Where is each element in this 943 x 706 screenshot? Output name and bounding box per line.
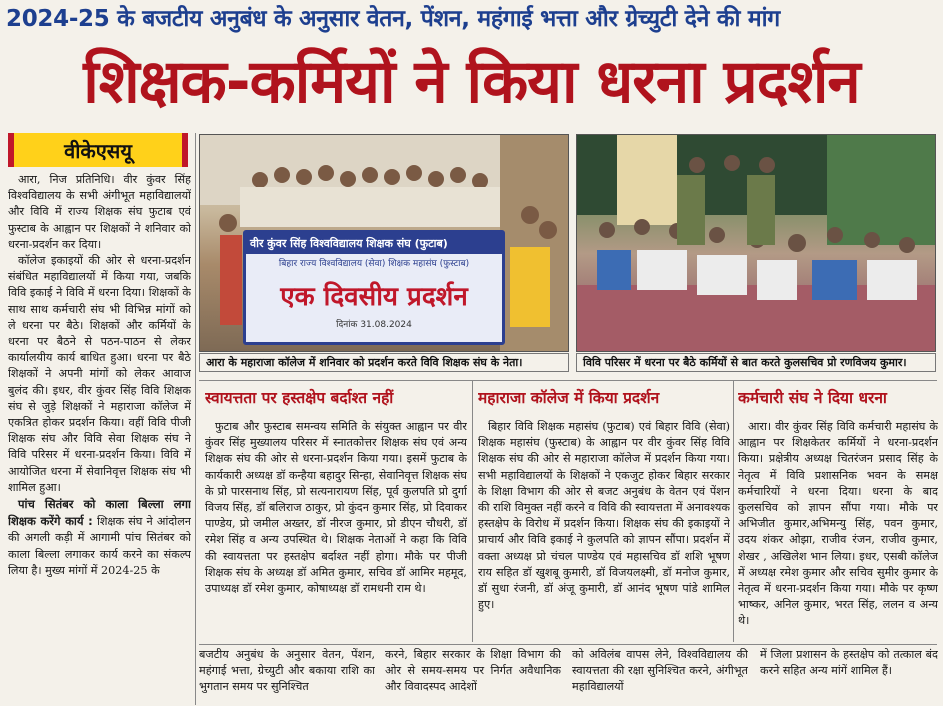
kicker-headline: 2024-25 के बजटीय अनुबंध के अनुसार वेतन, पेंशन, महंगाई भत्ता और ग्रेच्युटी देने की मांग bbox=[6, 6, 780, 32]
lead-paragraph-1: आरा, निज प्रतिनिधि। वीर कुंवर सिंह विश्वविद्यालय के सभी अंगीभूत महाविद्यालयों और विवि में राज्य शिक्षक संघ फुटाब एवं फुस्टाब के आह्वान पर शिक्षकों ने शनिवार को धरना-प्रदर्शन कर दिया। bbox=[8, 173, 191, 251]
article-autonomy bbox=[205, 419, 467, 644]
section-tag-label: वीकेएसयू bbox=[64, 138, 132, 163]
banner-line-1: वीर कुंवर सिंह विश्वविद्यालय शिक्षक संघ (फुटाब) bbox=[246, 233, 502, 254]
banner-date: दिनांक 31.08.2024 bbox=[336, 320, 412, 330]
article-maharaja-college-text: बिहार विवि शिक्षक महासंघ (फुटाब) एवं बिहार विवि (सेवा) शिक्षक महासंघ (फुस्टाब) के आह्वान पर वीर कुंवर सिंह विवि शिक्षक संघ की ओर से महाराजा कॉलेज में प्रदर्शन किया गया। सभी महाविद्यालयों के शिक्षकों ने एकजुट होकर बिहार सरकार के शिक्षा विभाग की ओर से बजट अनुबंध के वेतन एवं पेंशन की राशि विमुक्त नहीं करने व विवि की स्वायत्तता में अनावश्यक हस्तक्षेप के विरोध में प्रदर्शन किया। शिक्षक संघ की इकाइयों ने प्राचार्य और विवि इकाई ने कुलपति को ज्ञापन सौंपा। प्रदर्शन में वक्ता अध्यक्ष प्रो चंचल पाण्डेय एवं महासचिव डॉ शशि भूषण राय सहित डॉ खुशबू कुमारी, डॉ विजयलक्ष्मी, डॉ मनोज कुमार, डॉ सुधा रंजनी, डॉ अंजू कुमारी, डॉ आनंद भूषण पांडे शामिल हुए। bbox=[478, 420, 730, 612]
continuation-col-2: करने, बिहार सरकार के शिक्षा विभाग की ओर से समय-समय पर निर्गत अवैधानिक और विवादस्पद आदेशों bbox=[385, 648, 561, 694]
section-tag bbox=[8, 133, 188, 167]
continuation-col-1: बजटीय अनुबंध के अनुसार वेतन, पेंशन, महंगाई भत्ता, ग्रेच्युटी और बकाया राशि का भुगतान समय पर सुनिश्चित bbox=[199, 648, 375, 694]
banner-line-2: बिहार राज्य विश्वविद्यालय (सेवा) शिक्षक महासंघ (फुस्टाब) bbox=[278, 259, 470, 269]
section-divider bbox=[199, 644, 937, 645]
lead-paragraph-3: शिक्षक संघ ने आंदोलन की अगली कड़ी में आगामी पांच सितंबर को काला बिल्ला लगाकर कार्य करने का संकल्प लिया है। मुख्य मांगों में 2024-25 के bbox=[8, 515, 191, 577]
column-divider bbox=[733, 380, 734, 642]
lead-subheading bbox=[8, 496, 191, 579]
column-divider bbox=[195, 133, 196, 705]
photo-teachers-protest bbox=[199, 134, 569, 352]
column-divider bbox=[472, 380, 473, 642]
subhead-autonomy: स्वायत्तता पर हस्तक्षेप बर्दाश्त नहीं bbox=[205, 389, 394, 407]
photo-caption-2: विवि परिसर में धरना पर बैठे कर्मियों से बात करते कुलसचिव प्रो रणविजय कुमार। bbox=[576, 353, 936, 372]
sit-in-illustration bbox=[577, 135, 936, 352]
article-maharaja-college bbox=[478, 419, 730, 644]
photo-staff-sit-in bbox=[576, 134, 936, 352]
article-autonomy-text: फुटाब और फुस्टाब समन्वय समिति के संयुक्त आह्वान पर वीर कुंवर सिंह मुख्यालय परिसर में स्नातकोत्तर शिक्षक संघ एवं अन्य शिक्षक संघ की ओर से धरना-प्रदर्शन किया गया। इसमें फुटाब के कार्यकारी अध्यक्ष डॉ कन्हैया बहादुर सिन्हा, सेवानिवृत्त शिक्षक संघ के प्रो पारसनाथ सिंह, प्रो सत्यनारायण सिंह, पूर्व कुलपति प्रो दुर्गा विजय सिंह, डॉ बलिराज ठाकुर, प्रो कुंदन कुमार सिंह, प्रो दिवाकर पाण्डेय, प्रो जमील अख्तर, डॉ नीरज कुमार, प्रो डीएन चौधरी, डॉ रमेश सिंह व अन्य उपस्थित थे। शिक्षक नेताओं ने कहा कि विवि की स्वायत्तता पर हस्तक्षेप बर्दाश्त नहीं होगा। मौके पर पीजी शिक्षक संघ के अध्यक्ष डॉ अमित कुमार, सचिव डॉ आमिर महमूद, उपाध्यक्ष डॉ रमेश कुमार, कोषाध्यक्ष डॉ रामधनी राम थे। bbox=[205, 420, 467, 596]
section-divider bbox=[199, 380, 937, 381]
continuation-col-4: में जिला प्रशासन के हस्तक्षेप को तत्काल बंद करने सहित अन्य मांगें शामिल हैं। bbox=[760, 648, 938, 678]
main-headline: शिक्षक-कर्मियों ने किया धरना प्रदर्शन bbox=[83, 47, 860, 117]
protest-banner bbox=[243, 230, 505, 345]
lead-article-column bbox=[8, 172, 191, 704]
lead-paragraph-2: कॉलेज इकाइयों की ओर से धरना-प्रदर्शन संबंधित महाविद्यालयों में किया गया, जबकि विवि इकाई ने विवि में धरना दिया। शिक्षकों के साथ साथ कर्मचारी संघ भी विभिन्न मांगों को ले धरना पर बैठे। शिक्षकों और कर्मियों के धरना पर बैठने से पठन-पाठन से लेकर कार्यालयीय कार्य बाधित हुआ। धरना पर बैठे शिक्षकों ने अपनी मांगों को लेकर आवाज बुलंद की। इधर, वीर कुंवर सिंह विवि शिक्षक संघ से जुड़े शिक्षकों ने महाराजा कॉलेज में एकत्रित होकर प्रदर्शन किया। वहीं विवि पीजी शिक्षक संघ और विवि सेवा शिक्षक संघ ने विवि परिसर में धरना-प्रदर्शन किया। विवि में आयोजित धरना में सेवानिवृत्त शिक्षक संघ भी शामिल हुआ। bbox=[8, 254, 191, 494]
lead-subheading-text: पांच सितंबर को काला बिल्ला लगा शिक्षक करेंगे कार्य : bbox=[8, 497, 191, 529]
article-staff-union-text: आरा। वीर कुंवर सिंह विवि कर्मचारी महासंघ के आह्वान पर शिक्षकेतर कर्मियों ने धरना-प्रदर्शन किया। प्रक्षेत्रीय अध्यक्ष चितरंजन प्रसाद सिंह के नेतृत्व में विवि प्रशासनिक भवन के समक्ष कर्मचारियों ने धरना दिया। धरना के बाद कुलसचिव को ज्ञापन सौंपा गया। मौके पर अभिजीत कुमार,अभिमन्यु सिंह, पवन कुमार, उदय शंकर ओझा, राजीव रंजन, राजीव कुमार, शेखर , अखिलेश भान लिया। इधर, एसबी कॉलेज में अध्यक्ष रमेश कुमार और सचिव सुमीर कुमार के नेतृत्व में धरना-प्रदर्शन किया गया। मौके पर कृष्ण भाष्कर, अनिल कुमार, भरत सिंह, ललन व अन्य थे। bbox=[738, 420, 938, 628]
banner-main-text: एक दिवसीय प्रदर्शन bbox=[280, 282, 468, 312]
photo-caption-1: आरा के महाराजा कॉलेज में शनिवार को प्रदर्शन करते विवि शिक्षक संघ के नेता। bbox=[199, 353, 569, 372]
subhead-staff-union: कर्मचारी संघ ने दिया धरना bbox=[738, 389, 887, 407]
subhead-maharaja-college: महाराजा कॉलेज में किया प्रदर्शन bbox=[478, 389, 660, 407]
article-staff-union bbox=[738, 419, 938, 644]
continuation-col-3: को अविलंब वापस लेने, विश्वविद्यालय की स्वायत्तता की रक्षा सुनिश्चित करने, अंगीभूत महाविद्यालयों bbox=[572, 648, 748, 694]
